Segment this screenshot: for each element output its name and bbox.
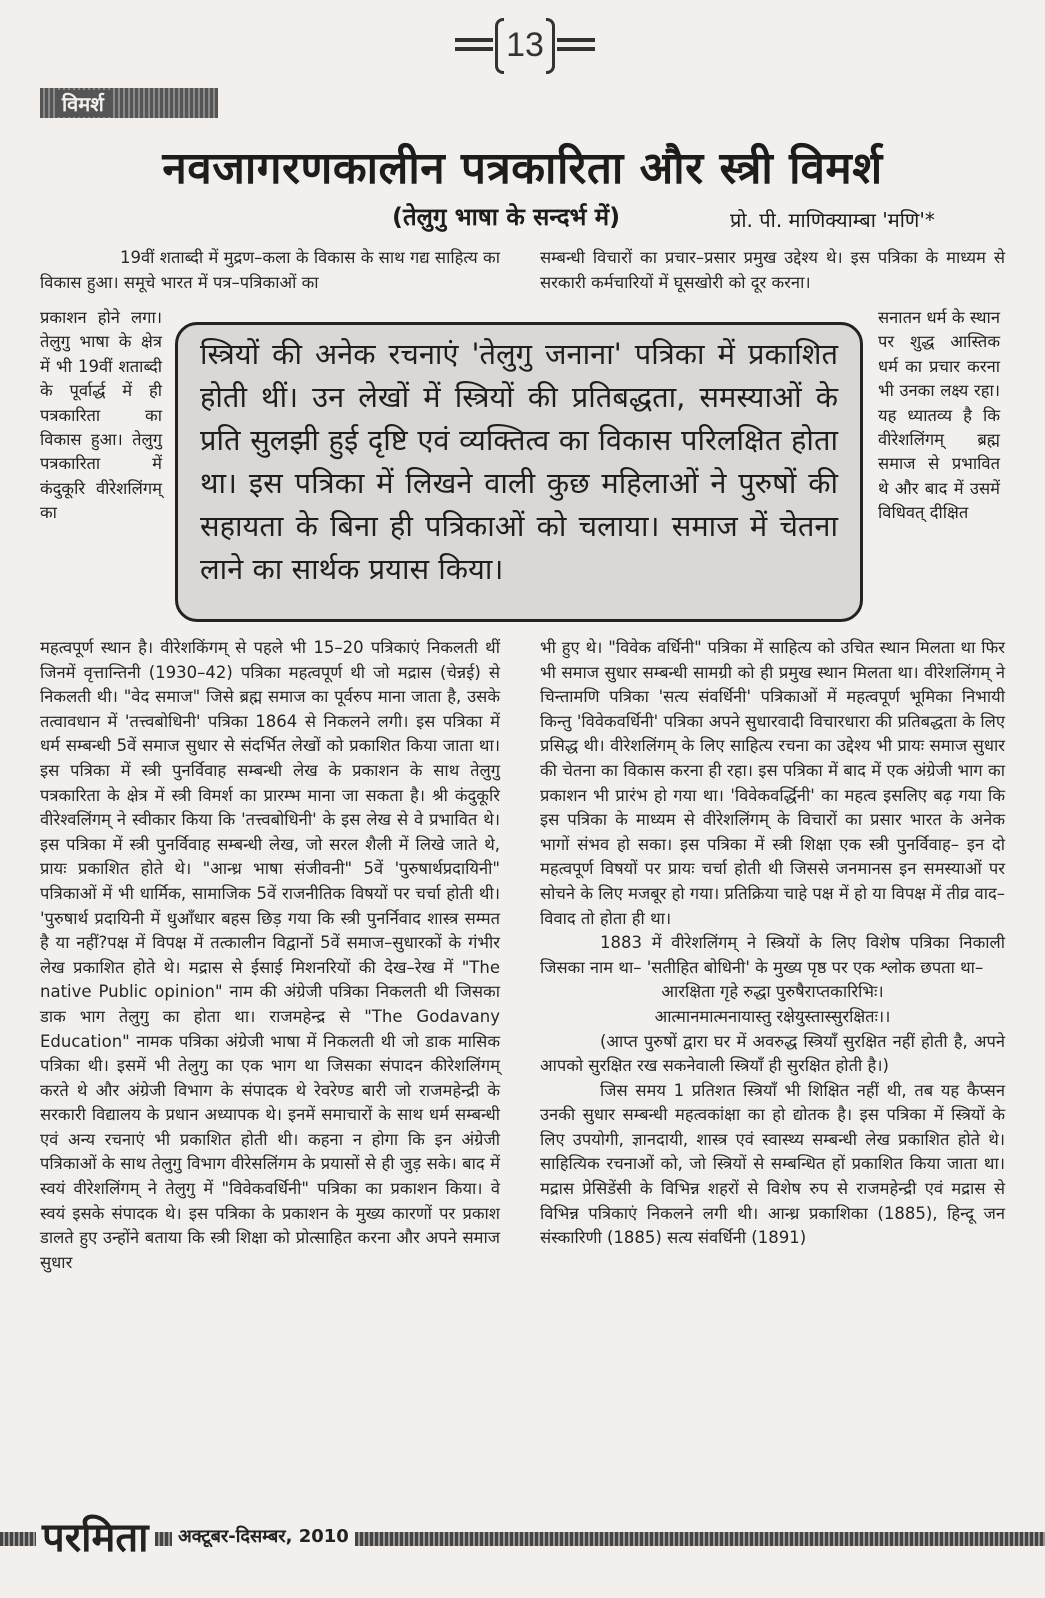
right-para-3: जिस समय 1 प्रतिशत स्त्रियाँ भी शिक्षित नहीं थी, तब यह कैप्सन उनकी सुधार सम्बन्धी महत्वकांक्षा का हो द्योतक है। इस पत्रिका में स्त्रियों के लिए उपयोगी, ज्ञानदायी, शास्त्र एवं स्वास्थ्य सम्बन्धी लेख प्रकाशित होते थे। साहित्यिक रचनाओं को, जो स्त्रियों से सम्बन्धित हों प्रकाशित किया जाता था। मद्रास प्रेसिडेंसी के विभिन्न शहरों से विशेष रुप से राजमहेन्द्री एवं मद्रास से विभिन्न पत्रिकाएं निकलने लगी थी। आन्ध्र प्रकाशिका (1885), हिन्दू जन संस्कारिणी (1885) सत्य संवर्धिनी (1891)	[540, 1080, 1005, 1248]
right-brace	[546, 18, 555, 74]
right-intro-text: सम्बन्धी विचारों का प्रचार–प्रसार प्रमुख उद्देश्य थे। इस पत्रिका के माध्यम से सरकारी कर्मचारियों में घूसखोरी को दूर करना।	[540, 248, 1005, 292]
page-footer	[0, 1508, 1045, 1568]
left-ornament	[455, 38, 493, 58]
pull-quote-box	[175, 322, 863, 622]
right-main-column	[540, 636, 1005, 1251]
right-narrow-column: सनातन धर्म के स्थान पर शुद्ध आस्तिक धर्म का प्रचार करना भी उनका लक्ष्य रहा। यह ध्यातव्य है कि वीरेशलिंगम् ब्रह्म समाज से प्रभावित थे और बाद में उसमें विधिवत् दीक्षित	[878, 308, 1000, 523]
left-narrow-column: प्रकाशन होने लगा। तेलुगु भाषा के क्षेत्र में भी 19वीं शताब्दी के पूर्वार्द्ध में ही पत्रकारिता का विकास हुआ। तेलुगु पत्रकारिता में कंदुकूरि वीरेशलिंगम् का	[40, 308, 162, 523]
footer-strip	[0, 1532, 1045, 1546]
page-number-header	[455, 14, 595, 70]
article-title: नवजागरणकालीन पत्रकारिता और स्त्री विमर्श	[162, 143, 883, 194]
right-intro	[540, 246, 1005, 295]
left-main-column	[40, 636, 500, 1275]
verse-line-1: आरक्षिता गृहे रुद्धा पुरुषैराप्तकारिभिः।	[661, 982, 884, 1002]
left-intro-text: 19वीं शताब्दी में मुद्रण–कला के विकास के साथ गद्य साहित्य का विकास हुआ। समूचे भारत में पत्र–पत्रिकाओं का	[40, 248, 500, 292]
page-number: 13	[506, 26, 544, 64]
article-subtitle: (तेलुगु भाषा के सन्दर्भ में)	[392, 203, 621, 231]
pull-quote-text: स्त्रियों की अनेक रचनाएं 'तेलुगु जनाना' पत्रिका में प्रकाशित होती थीं। उन लेखों में स्त्रियों की प्रतिबद्धता, समस्याओं के प्रति सुलझी हुई दृष्टि एवं व्यक्तित्व का विकास परिलक्षित होता था। इस पत्रिका में लिखने वाली कुछ महिलाओं ने पुरुषों की सहायता के बिना ही पत्रिकाओं को चलाया। समाज में चेतना लाने का सार्थक प्रयास किया।	[200, 337, 838, 586]
verse-translation: (आप्त पुरुषों द्वारा घर में अवरुद्ध स्त्रियाँ सुरक्षित नहीं होती है, अपने आपको सुरक्षित रख सकनेवाली स्त्रियाँ ही सुरक्षित होती है।)	[540, 1031, 1005, 1076]
left-main-text: महत्वपूर्ण स्थान है। वीरेशकिंगम् से पहले भी 15–20 पत्रिकाएं निकलती थीं जिनमें वृत्तान्तिनी (1930–42) पत्रिका महत्वपूर्ण थी जो मद्रास (चेन्नई) से निकलती थी। "वेद समाज" जिसे ब्रह्म समाज का पूर्वरुप माना जाता है, उसके तत्वावधान में 'तत्त्वबोधिनी' पत्रिका 1864 से निकलने लगी। इस पत्रिका में धर्म सम्बन्धी 5वें समाज सुधार से संदर्भित लेखों को प्रकाशित किया जाता था। इस पत्रिका में स्त्री पुनर्विवाह सम्बन्धी लेख के प्रकाशन के साथ तेलुगु पत्रकारिता के क्षेत्र में स्त्री विमर्श का प्रारम्भ माना जा सकता है। श्री कंदुकूरि वीरेश्वलिंगम् ने स्वीकार किया कि 'तत्त्वबोधिनी' के इस लेख से वे प्रभावित थे। इस पत्रिका में स्त्री पुनर्विवाह सम्बन्धी लेख, जो सरल शैली में लिखे जाते थे, प्रायः प्रकाशित होते थे। "आन्ध्र भाषा संजीवनी" 5वें 'पुरुषार्थप्रदायिनी" पत्रिकाओं में भी धार्मिक, सामाजिक 5वें राजनीतिक विषयों पर चर्चा होती थी। 'पुरुषार्थ प्रदायिनी में धुआँधार बहस छिड़ गया कि स्त्री पुनर्निवाद शास्त्र सम्मत है या नहीं?पक्ष में विपक्ष में तत्कालीन विद्वानों 5वें समाज–सुधारकों के गंभीर लेख प्रकाशित होते थे। मद्रास से ईसाई मिशनरियों की देख–रेख में "The native Public opinion" नाम की अंग्रेजी पत्रिका निकलती थी जिसका डाक भाग तेलुगु का होता था। राजमहेन्द्र से "The Godavany Education" नामक पत्रिका अंग्रेजी भाषा में निकलती थी जो डाक मासिक पत्रिका थी। इसमें भी तेलुगु का एक भाग था जिसका संपादन कीरेशलिंगम् करते थे और अंग्रेजी विभाग के संपादक थे रेवरेण्ड बारी जो राजमहेन्द्री के सरकारी विद्यालय के प्रधान अध्यापक थे। इनमें समाचारों के साथ धर्म सम्बन्धी एवं अन्य रचनाएं भी प्रकाशित होती थी। कहना न होगा कि इन अंग्रेजी पत्रिकाओं के साथ तेलुगु विभाग वीरेसलिंगम के प्रयासों से ही जुड़ सके। बाद में स्वयं वीरेशलिंगम् ने तेलुगु में "विवेकवर्धिनी" पत्रिका का प्रकाशन किया। वे स्वयं इसके संपादक थे। इस पत्रिका के प्रकाशन के मुख्य कारणों पर प्रकाश डालते हुए उन्होंने बताया कि स्त्री शिक्षा को प्रोत्साहित करना और अपने समाज सुधार	[40, 638, 500, 1272]
section-tag	[40, 88, 218, 118]
right-ornament	[557, 38, 595, 58]
issue-date: अक्टूबर-दिसम्बर, 2010	[172, 1524, 355, 1548]
left-intro	[40, 246, 500, 295]
section-tag-label: विमर्श	[56, 90, 110, 117]
right-main-text: भी हुए थे। "विवेक वर्धिनी" पत्रिका में साहित्य को उचित स्थान मिलता था फिर भी समाज सुधार सम्बन्धी सामग्री को ही प्रमुख स्थान मिलता था। वीरेशलिंगम् ने चिन्तामणि पत्रिका 'सत्य संवर्धिनी' पत्रिकाओं में महत्वपूर्ण भूमिका निभायी किन्तु 'विवेकवर्धिनी' पत्रिका अपने सुधारवादी विचारधारा की प्रतिबद्धता के लिए प्रसिद्ध थी। वीरेशलिंगम् के लिए साहित्य रचना का उद्देश्य भी प्रायः समाज सुधार की चेतना का विकास करना ही रहा। इस पत्रिका में बाद में एक अंग्रेजी भाग का प्रकाशन भी प्रारंभ हो गया था। 'विवेकवर्द्धिनी' का महत्व इसलिए बढ़ गया कि इस पत्रिका के माध्यम से वीरेशलिंगम् के विचारों का प्रसार भारत के अनेक भागों संभव हो सका। इस पत्रिका में स्त्री शिक्षा एक स्त्री पुनर्विवाह– इन दो महत्वपूर्ण विषयों पर प्रायः चर्चा होती थी जिससे जनमानस इन समस्याओं पर सोचने के लिए मजबूर हो गया। प्रतिक्रिया चाहे पक्ष में हो या विपक्ष में तीव्र वाद–विवाद तो होता ही था।	[540, 638, 1005, 928]
magazine-name: परमिता	[36, 1508, 155, 1563]
article-author: प्रो. पी. माणिक्याम्बा 'मणि'*	[730, 208, 935, 232]
right-para-2: 1883 में वीरेशलिंगम् ने स्त्रियों के लिए विशेष पत्रिका निकाली जिसका नाम था– 'सतीहित बोधिनी' के मुख्य पृष्ठ पर एक श्लोक छपता था–	[540, 933, 1005, 977]
verse-line-2: आत्मानमात्मनायास्तु रक्षेयुस्तास्सुरक्षितः।।	[654, 1006, 891, 1026]
